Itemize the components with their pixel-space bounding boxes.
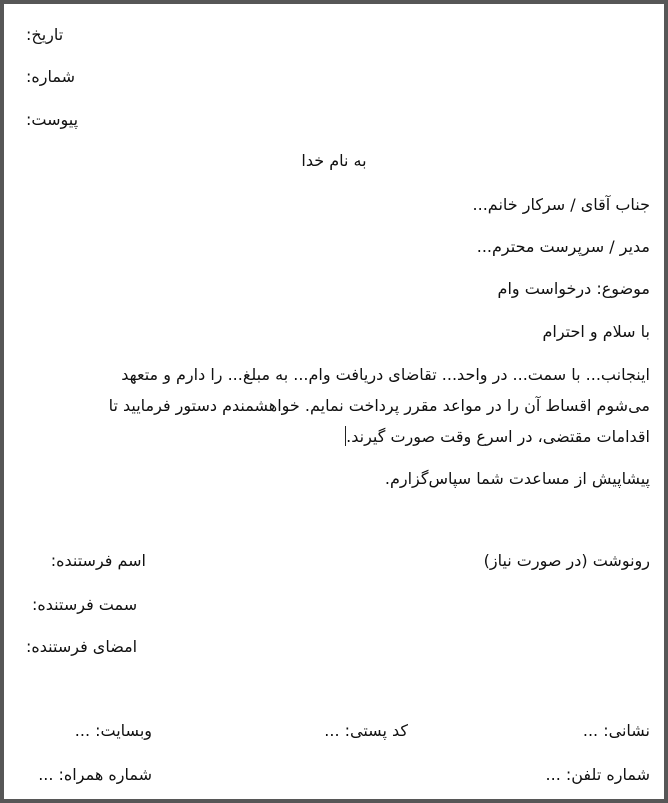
position-line: مدیر / سرپرست محترم... xyxy=(476,237,650,256)
body-line-1: اینجانب... با سمت... در واحد... تقاضای دریافت وام... به مبلغ... را دارم و متعهد xyxy=(121,365,650,384)
thanks-line: پیشاپیش از مساعدت شما سپاس‌گزارم. xyxy=(384,469,650,488)
body-paragraph xyxy=(54,359,650,452)
body-line-2: می‌شوم اقساط آن را در مواعد مقرر پرداخت نمایم. خواهشمندم دستور فرمایید تا xyxy=(108,396,650,415)
document-body[interactable] xyxy=(4,4,664,799)
number-label: شماره: xyxy=(26,67,76,86)
body-line-3 xyxy=(54,421,650,452)
subject-line: موضوع: درخواست وام xyxy=(497,279,650,298)
date-label: تاریخ: xyxy=(26,25,64,44)
basmala: به نام خدا xyxy=(301,151,367,170)
body-line-3-text: اقدامات مقتضی، در اسرع وقت صورت گیرند. xyxy=(346,427,650,446)
postal-code-label: کد پستی: ... xyxy=(324,721,408,740)
sender-name-label: اسم فرستنده: xyxy=(50,551,146,570)
sender-position-label: سمت فرستنده: xyxy=(32,595,138,614)
phone-label: شماره تلفن: ... xyxy=(545,765,650,784)
greeting-line: با سلام و احترام xyxy=(542,322,650,341)
mobile-label: شماره همراه: ... xyxy=(38,765,152,784)
cc-line: رونوشت (در صورت نیاز) xyxy=(483,551,650,570)
attachment-label: پیوست: xyxy=(26,110,79,129)
website-label: وبسایت: ... xyxy=(74,721,152,740)
sender-signature-label: امضای فرستنده: xyxy=(26,637,138,656)
address-label: نشانی: ... xyxy=(582,721,650,740)
recipient-line: جناب آقای / سرکار خانم... xyxy=(472,195,650,214)
